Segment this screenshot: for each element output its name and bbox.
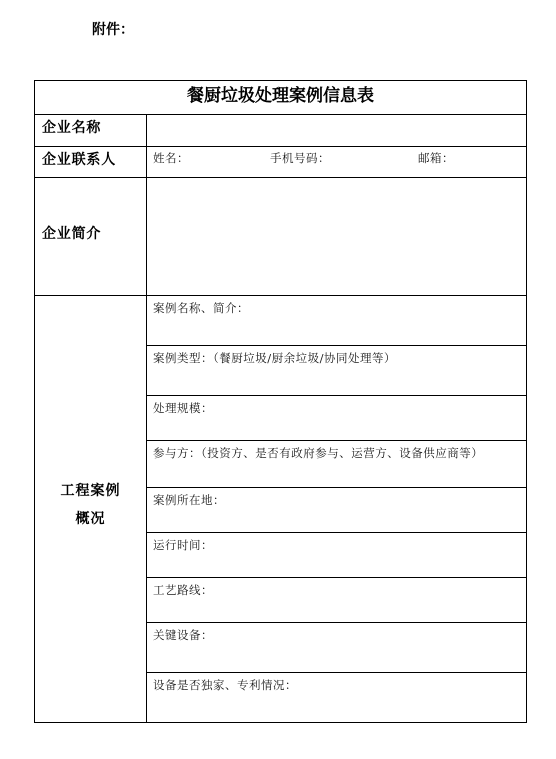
case-overview-label-line1: 工程案例 <box>60 483 121 499</box>
contact-email-label: 邮箱： <box>418 151 454 165</box>
contact-phone-label: 手机号码： <box>270 151 330 165</box>
case-field-location <box>147 488 526 532</box>
case-field-participants-label: 参与方：（投资方、是否有政府参与、运营方、设备供应商等） <box>153 446 484 460</box>
case-field-key-equipment <box>147 623 526 672</box>
case-field-patent <box>147 673 526 722</box>
company-contact-label: 企业联系人 <box>35 147 146 177</box>
case-field-type <box>147 346 526 395</box>
case-field-type-label: 案例类型：（餐厨垃圾/厨余垃圾/协同处理等） <box>153 351 396 365</box>
company-intro-cell <box>147 178 526 295</box>
case-field-location-label: 案例所在地： <box>153 493 225 507</box>
case-field-scale <box>147 396 526 440</box>
case-info-table <box>34 80 527 723</box>
case-field-process-route <box>147 578 526 622</box>
company-name-label: 企业名称 <box>35 115 146 146</box>
table-title: 餐厨垃圾处理案例信息表 <box>35 81 526 114</box>
case-field-scale-label: 处理规模： <box>153 401 213 415</box>
case-field-key-equipment-label: 关键设备： <box>153 628 213 642</box>
case-field-operation-time-label: 运行时间： <box>153 538 213 552</box>
case-overview-label <box>35 296 146 722</box>
case-field-participants <box>147 441 526 487</box>
contact-name-label: 姓名： <box>153 151 189 165</box>
company-contact-cell <box>147 147 526 177</box>
case-field-name-intro <box>147 296 526 345</box>
company-intro-label: 企业简介 <box>35 178 146 295</box>
case-field-patent-label: 设备是否独家、专利情况： <box>153 678 297 692</box>
case-field-process-route-label: 工艺路线： <box>153 583 213 597</box>
case-field-operation-time <box>147 533 526 577</box>
attachment-label: 附件： <box>92 22 134 38</box>
company-name-cell <box>147 115 526 146</box>
case-overview-label-line2: 概况 <box>75 511 106 527</box>
case-field-name-intro-label: 案例名称、简介： <box>153 301 249 315</box>
